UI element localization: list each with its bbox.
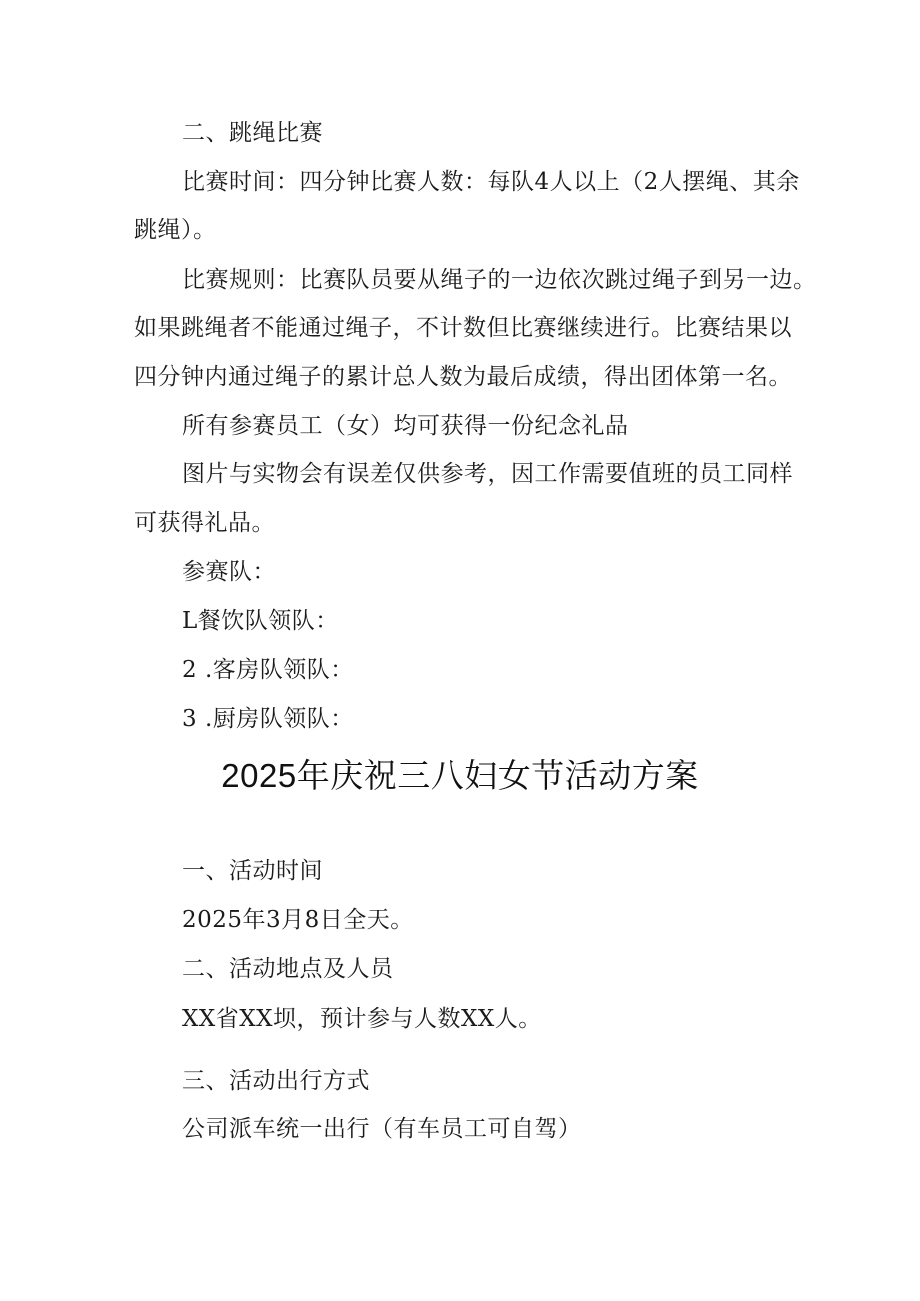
gift-note: 所有参赛员工（女）均可获得一份纪念礼品 <box>182 413 629 439</box>
teams-heading: 参赛队： <box>182 559 276 585</box>
rules-line-3: 四分钟内通过绳子的累计总人数为最后成绩，得出团体第一名。 <box>134 364 792 390</box>
match-info-line-1: 比赛时间：四分钟比赛人数：每队4人以上（2人摆绳、其余 <box>182 169 800 195</box>
location-heading: 二、活动地点及人员 <box>182 956 394 982</box>
team-item-1: L餐饮队领队： <box>182 608 339 634</box>
photo-note-line-1: 图片与实物会有误差仅供参考，因工作需要值班的员工同样 <box>182 461 793 487</box>
photo-note-line-2: 可获得礼品。 <box>134 510 275 536</box>
travel-heading: 三、活动出行方式 <box>182 1068 370 1094</box>
location-value: XX省XX坝，预计参与人数XX人。 <box>182 1006 542 1032</box>
match-info-line-2: 跳绳）。 <box>134 217 217 243</box>
rules-line-2: 如果跳绳者不能通过绳子，不计数但比赛继续进行。比赛结果以 <box>134 315 792 341</box>
team-item-2: 2 .客房队领队： <box>182 657 354 683</box>
plan-title: 2025年庆祝三八妇女节活动方案 <box>221 757 699 794</box>
activity-time-heading: 一、活动时间 <box>182 858 323 884</box>
activity-time-value: 2025年3月8日全天。 <box>182 907 414 933</box>
rules-line-1: 比赛规则：比赛队员要从绳子的一边依次跳过绳子到另一边。 <box>182 267 817 293</box>
section-heading-jump-rope: 二、跳绳比赛 <box>182 120 323 146</box>
travel-value: 公司派车统一出行（有车员工可自驾） <box>182 1116 582 1142</box>
team-item-3: 3 .厨房队领队： <box>182 706 354 732</box>
